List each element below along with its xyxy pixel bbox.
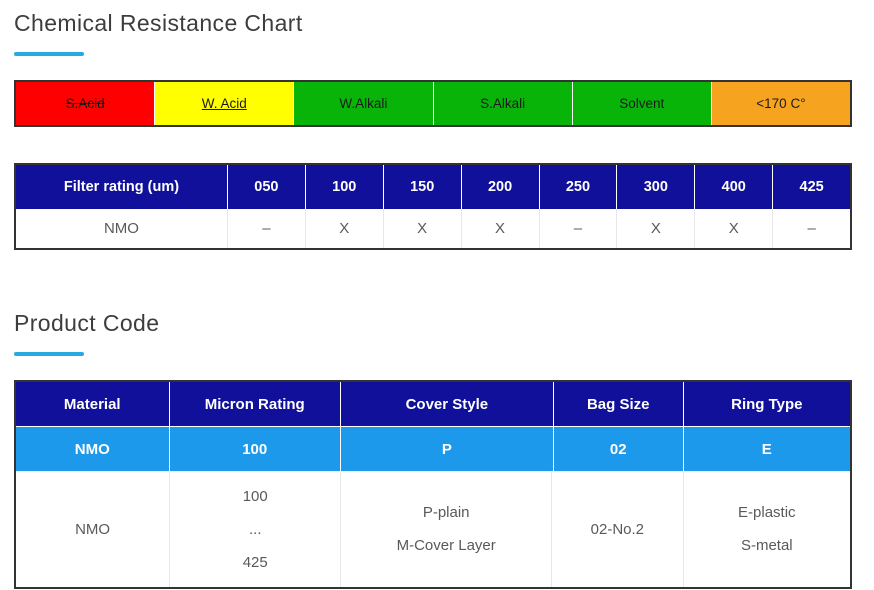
product-code-title: Product Code bbox=[14, 310, 160, 336]
resistance-segment-label: Solvent bbox=[619, 96, 665, 111]
detail-line: E-plastic bbox=[738, 504, 796, 521]
product-code-table bbox=[14, 380, 852, 589]
filter-header-rating: Filter rating (um) bbox=[16, 165, 228, 209]
chemical-resistance-title: Chemical Resistance Chart bbox=[14, 10, 303, 36]
filter-header-250: 250 bbox=[540, 165, 618, 209]
filter-table-nmo-row bbox=[16, 209, 850, 248]
detail-line: M-Cover Layer bbox=[396, 537, 496, 554]
product-detail-ring bbox=[684, 471, 850, 587]
filter-cell-300: X bbox=[617, 209, 695, 248]
resistance-segment-temperature bbox=[712, 82, 850, 125]
detail-line: NMO bbox=[75, 520, 111, 538]
filter-header-425: 425 bbox=[799, 179, 824, 195]
detail-line: S-metal bbox=[740, 537, 793, 554]
product-table-header-row bbox=[16, 382, 850, 427]
title-accent-bar bbox=[14, 352, 84, 356]
product-detail-bag bbox=[552, 471, 684, 587]
filter-table-header-row bbox=[16, 165, 850, 209]
resistance-segment-s-alkali bbox=[434, 82, 573, 125]
product-code-ring: E bbox=[761, 440, 772, 458]
filter-header-200: 200 bbox=[462, 165, 540, 209]
filter-header-150: 150 bbox=[384, 165, 462, 209]
product-detail-micron bbox=[170, 471, 341, 587]
product-header-cover-style: Cover Style bbox=[341, 382, 554, 427]
resistance-segment-label: S.Acid bbox=[65, 96, 105, 111]
filter-header-050: 050 bbox=[228, 165, 306, 209]
filter-cell-250: – bbox=[540, 209, 618, 248]
filter-cell-425: – bbox=[773, 209, 850, 248]
detail-line: ... bbox=[248, 520, 262, 538]
resistance-segment-label: <170 C° bbox=[756, 96, 806, 111]
product-header-micron-rating: Micron Rating bbox=[170, 382, 341, 427]
filter-cell-400: X bbox=[695, 209, 773, 248]
filter-cell-100: X bbox=[306, 209, 384, 248]
resistance-segment-w-alkali bbox=[294, 82, 433, 125]
product-code-value-row bbox=[16, 427, 850, 471]
title-accent-bar bbox=[14, 52, 84, 56]
resistance-segment-label: W. Acid bbox=[201, 96, 247, 111]
filter-cell-050: – bbox=[228, 209, 306, 248]
filter-header-400: 400 bbox=[695, 165, 773, 209]
detail-line: P-plain bbox=[422, 504, 470, 521]
product-header-bag-size: Bag Size bbox=[554, 382, 684, 427]
resistance-segment-s-acid bbox=[16, 82, 155, 125]
detail-line: 425 bbox=[242, 553, 268, 571]
filter-header-100: 100 bbox=[306, 165, 384, 209]
product-header-material: Material bbox=[16, 382, 170, 427]
resistance-color-bar bbox=[14, 80, 852, 127]
resistance-segment-label: W.Alkali bbox=[339, 96, 388, 111]
filter-cell-material: NMO bbox=[16, 209, 228, 248]
resistance-segment-w-acid bbox=[155, 82, 294, 125]
resistance-segment-label: S.Alkali bbox=[480, 96, 526, 111]
filter-cell-150: X bbox=[384, 209, 462, 248]
product-code-material: NMO bbox=[16, 427, 170, 471]
filter-cell-200: X bbox=[462, 209, 540, 248]
filter-header-300: 300 bbox=[617, 165, 695, 209]
product-code-cover: P bbox=[341, 427, 554, 471]
product-code-micron: 100 bbox=[170, 427, 341, 471]
product-detail-material bbox=[16, 471, 170, 587]
detail-line: 02-No.2 bbox=[590, 520, 645, 538]
product-detail-row bbox=[16, 471, 850, 587]
product-header-ring-type: Ring Type bbox=[684, 382, 850, 427]
product-code-bag: 02 bbox=[554, 427, 684, 471]
resistance-segment-solvent bbox=[573, 82, 712, 125]
filter-rating-table bbox=[14, 163, 852, 250]
product-detail-cover bbox=[341, 471, 552, 587]
detail-line: 100 bbox=[242, 487, 268, 505]
